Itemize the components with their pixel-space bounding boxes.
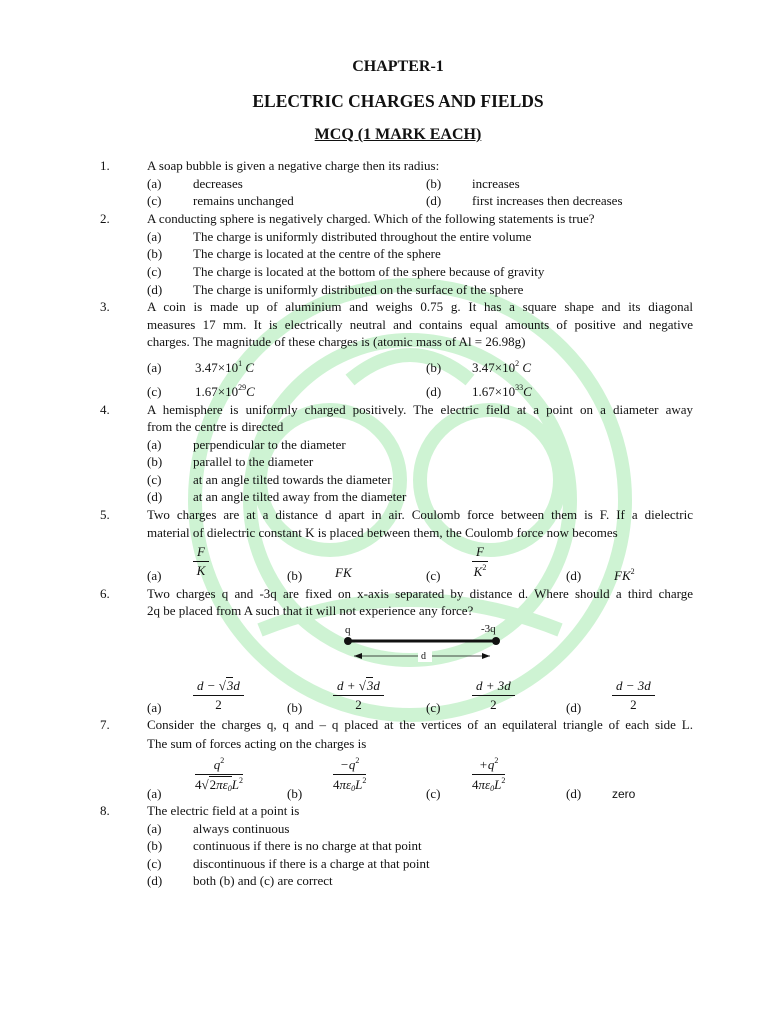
option-d: d − 3d 2 [612, 678, 655, 713]
option-label: (b) [147, 246, 163, 261]
option-label: (c) [426, 700, 441, 715]
question-text: A soap bubble is given a negative charge then its radius: [147, 158, 440, 173]
option-label: (c) [147, 193, 162, 208]
option-c: The charge is located at the bottom of the sphere because of gravity [193, 264, 545, 279]
option-label: (b) [287, 700, 303, 715]
option-a: $q^2$ $4√2\pi\varepsilon_0L^2$ [195, 756, 244, 793]
option-a: F K [193, 544, 209, 579]
question-text: material of dielectric constant K is placed between them, the Coulomb force now becomes [147, 525, 618, 540]
option-c: remains unchanged [193, 193, 294, 208]
option-label: (b) [426, 360, 442, 375]
option-label: (d) [566, 700, 582, 715]
option-label: (b) [426, 176, 442, 191]
section-heading: MCQ (1 MARK EACH) [314, 126, 482, 143]
distance-label: d [421, 651, 426, 662]
option-c: discontinuous if there is a charge at that point [193, 856, 430, 871]
question-text: from the centre is directed [147, 419, 284, 434]
option-a: always continuous [193, 821, 290, 836]
option-label: (b) [287, 786, 303, 801]
question-number: 5. [100, 507, 110, 522]
question-number: 2. [100, 211, 110, 226]
option-label: (b) [147, 454, 163, 469]
option-b: increases [472, 176, 520, 191]
option-c: $1.67\times 10^{29}C$ [195, 383, 255, 399]
option-label: (c) [426, 568, 441, 583]
question-number: 6. [100, 586, 110, 601]
option-d: $1.67\times 10^{33}C$ [472, 383, 532, 399]
option-c: $+q^2$ $4\pi\varepsilon_0L^2$ [472, 756, 506, 793]
option-a: decreases [193, 176, 243, 191]
option-label: (b) [147, 838, 163, 853]
option-label: (c) [147, 856, 162, 871]
option-label: (a) [147, 437, 162, 452]
question-text: Two charges q and -3q are fixed on x-axis separated by distance d. Where should a third charge [147, 586, 693, 601]
option-label: (a) [147, 229, 162, 244]
option-label: (d) [147, 873, 163, 888]
option-d: first increases then decreases [472, 193, 623, 208]
option-b: parallel to the diameter [193, 454, 314, 469]
chapter-heading: CHAPTER-1 [352, 58, 444, 75]
option-label: (a) [147, 821, 162, 836]
option-label: (a) [147, 360, 162, 375]
question-text: A hemisphere is uniformly charged positively. The electric field at a point on a diameter away [147, 402, 693, 417]
question-text: A coin is made up of aluminium and weighs 0.75 g. It has a square shape and its diagonal [147, 299, 693, 314]
option-a: $3.47\times 10^1$ C [195, 359, 255, 375]
option-label: (a) [147, 568, 162, 583]
question-text: A conducting sphere is negatively charged. Which of the following statements is true? [147, 211, 595, 226]
option-b: FK [335, 565, 352, 580]
option-d: zero [612, 787, 636, 801]
option-c: d + 3d 2 [472, 678, 515, 713]
option-c: F $K^2$ [473, 544, 487, 579]
option-label: (c) [147, 264, 162, 279]
option-label: (b) [287, 568, 303, 583]
option-label: (d) [426, 193, 442, 208]
option-d: The charge is uniformly distributed on the surface of the sphere [193, 282, 524, 297]
option-label: (d) [426, 384, 442, 399]
question-text: measures 17 mm. It is electrically neutral and contains equal amounts of positive and negative [147, 317, 693, 332]
charge-q-label: q [345, 624, 351, 636]
question-text: The sum of forces acting on the charges is [147, 736, 367, 751]
option-a: The charge is uniformly distributed throughout the entire volume [193, 229, 532, 244]
option-b: The charge is located at the centre of the sphere [193, 246, 441, 261]
option-c: at an angle tilted towards the diameter [193, 472, 392, 487]
question-text: Two charges are at a distance d apart in air. Coulomb force between them is F. If a dielectric [147, 507, 693, 522]
question-number: 7. [100, 717, 110, 732]
option-label: (c) [147, 384, 162, 399]
option-label: (d) [566, 786, 582, 801]
option-label: (a) [147, 176, 162, 191]
question-number: 1. [100, 158, 110, 173]
question-number: 4. [100, 402, 110, 417]
option-b: continuous if there is no charge at that point [193, 838, 422, 853]
question-text: The electric field at a point is [147, 803, 300, 818]
option-b: d + √3d 2 [333, 678, 384, 713]
option-label: (d) [147, 282, 163, 297]
page-title: ELECTRIC CHARGES AND FIELDS [252, 91, 544, 111]
option-d: at an angle tilted away from the diameter [193, 489, 407, 504]
question-text: Consider the charges q, q and – q placed at the vertices of an equilateral triangle of each side L. [147, 717, 693, 732]
option-label: (c) [426, 786, 441, 801]
option-label: (a) [147, 786, 162, 801]
option-b: $-q^2$ $4\pi\varepsilon_0L^2$ [333, 756, 367, 793]
option-a: perpendicular to the diameter [193, 437, 346, 452]
option-a: d − √3d 2 [193, 678, 244, 713]
option-d: $FK^2$ [614, 567, 635, 583]
option-label: (c) [147, 472, 162, 487]
question-number: 3. [100, 299, 110, 314]
question-number: 8. [100, 803, 110, 818]
option-label: (d) [147, 489, 163, 504]
option-d: both (b) and (c) are correct [193, 873, 333, 888]
question-text: 2q be placed from A such that it will not experience any force? [147, 603, 474, 618]
question-text: charges. The magnitude of these charges is (atomic mass of Al = 26.98g) [147, 334, 526, 349]
charge-minus-3q-label: -3q [481, 623, 496, 635]
option-b: $3.47\times 10^2$ C [472, 359, 532, 375]
option-label: (d) [566, 568, 582, 583]
option-label: (a) [147, 700, 162, 715]
